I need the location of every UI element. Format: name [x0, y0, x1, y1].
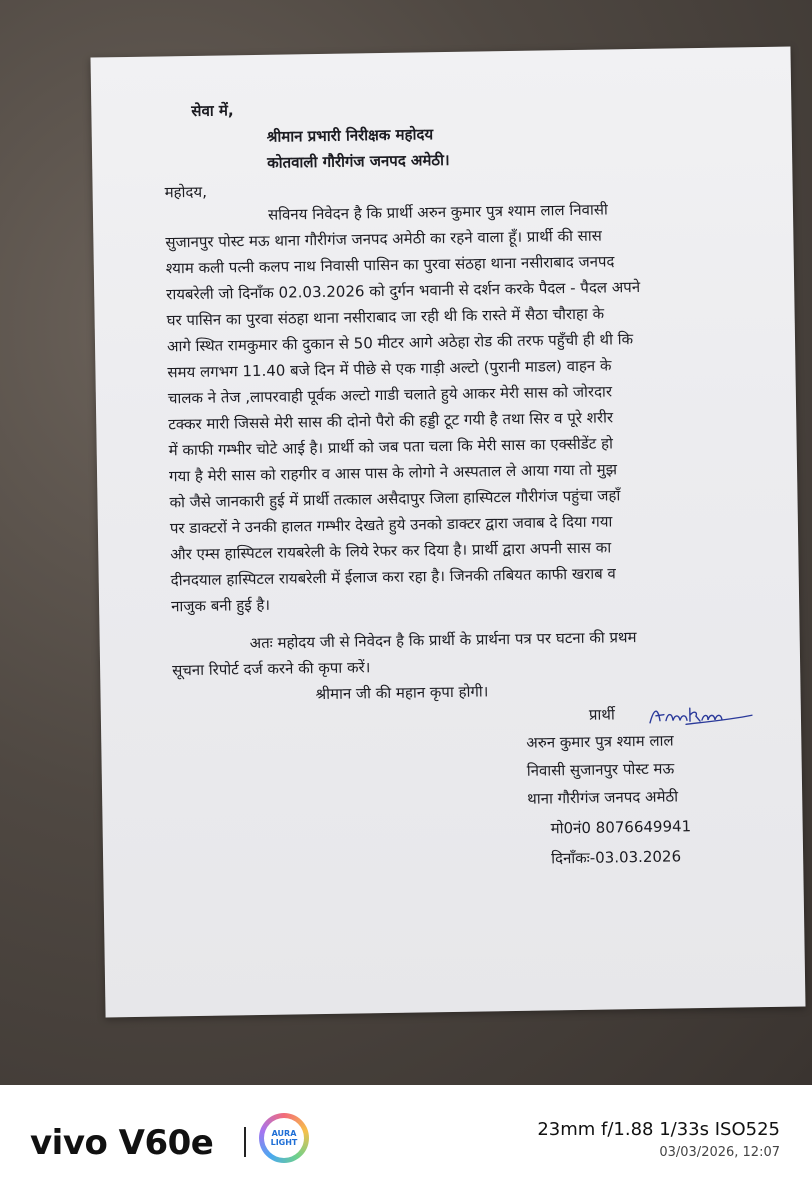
- applicant-label: प्रार्थी: [588, 705, 615, 724]
- signature-image: [646, 699, 756, 731]
- body-line: घर पासिन का पुरवा संठहा थाना नसीराबाद जा रही थी कि रास्ते में सैठा चौराहा के: [166, 304, 605, 330]
- sender-address-1: निवासी सुजानपुर पोस्ट मऊ: [526, 759, 675, 780]
- request-line-1: अतः महोदय जी से निवेदन है कि प्रार्थी के प्रार्थना पत्र पर घटना की प्रथम: [249, 628, 637, 653]
- body-line: पर डाक्टरों ने उनकी हालत गम्भीर देखते हुये उनको डाक्टर द्वारा जवाब दे दिया गया: [169, 512, 613, 538]
- aura-label-1: AURA: [271, 1129, 297, 1138]
- body-line: में काफी गम्भीर चोटे आई है। प्रार्थी को जब पता चला कि मेरी सास का एक्सीडेंट हो: [168, 434, 614, 460]
- watermark-divider: [244, 1127, 246, 1157]
- body-line: समय लगभग 11.40 बजे दिन में पीछे से एक गाड़ी अल्टो (पुरानी माडल) वाहन के: [167, 356, 612, 382]
- sender-name: अरुन कुमार पुत्र श्याम लाल: [526, 731, 674, 752]
- sender-mobile: मो0नं0 8076649941: [550, 817, 692, 838]
- closing-line: श्रीमान जी की महान कृपा होगी।: [315, 682, 489, 704]
- greeting: महोदय,: [164, 182, 208, 202]
- body-line: टक्कर मारी जिससे मेरी सास की दोनो पैरो की हड्डी टूट गयी है तथा सिर व पूरे शरीर: [168, 408, 614, 434]
- body-line: सविनय निवेदन है कि प्रार्थी अरुन कुमार पुत्र श्याम लाल निवासी: [267, 200, 608, 224]
- body-line: चालक ने तेज ,लापरवाही पूर्वक अल्टो गाडी चलाते हुये आकर मेरी सास को जोरदार: [167, 382, 613, 408]
- body-line: को जैसे जानकारी हुई में प्रार्थी तत्काल असैदापुर जिला हास्पिटल गौरीगंज पहुंचा जहाँ: [169, 486, 621, 512]
- request-line-2: सूचना रिपोर्ट दर्ज करने की कृपा करें।: [171, 658, 371, 680]
- body-line: सुजानपुर पोस्ट मऊ थाना गौरीगंज जनपद अमेठी का रहने वाला हूँ। प्रार्थी की सास: [165, 226, 602, 252]
- photo-timestamp: 03/03/2026, 12:07: [659, 1145, 780, 1160]
- body-line: और एम्स हास्पिटल रायबरेली के लिये रेफर कर दिया है। प्रार्थी द्वारा अपनी सास का: [170, 538, 612, 564]
- camera-specs: 23mm f/1.88 1/33s ISO525: [537, 1119, 780, 1140]
- body-line: दीनदयाल हास्पिटल रायबरेली में ईलाज करा रहा है। जिनकी तबियत काफी खराब व: [170, 564, 616, 590]
- recipient-line-2: कोतवाली गौरीगंज जनपद अमेठी।: [267, 150, 450, 172]
- body-line: गया है मेरी सास को राहगीर व आस पास के लोगो ने अस्पताल ले आया गया तो मुझ: [168, 460, 618, 486]
- aura-label-2: LIGHT: [270, 1138, 298, 1147]
- sender-address-2: थाना गौरीगंज जनपद अमेठी: [527, 787, 679, 808]
- body-line: श्याम कली पत्नी कलप नाथ निवासी पासिन का पुरवा संठहा थाना नसीराबाद जनपद: [165, 252, 615, 278]
- body-line: आगे स्थित रामकुमार की दुकान से 50 मीटर आगे अठेहा रोड की तरफ पहुँची ही थी कि: [166, 330, 634, 356]
- body-line: रायबरेली जो दिनाँक 02.03.2026 को दुर्गन भवानी से दर्शन करके पैदल - पैदल अपने: [166, 277, 641, 304]
- recipient-line-1: श्रीमान प्रभारी निरीक्षक महोदय: [266, 125, 434, 146]
- letter-document: [91, 47, 806, 1018]
- body-line: नाजुक बनी हुई है।: [170, 595, 271, 616]
- aura-light-icon: [259, 1113, 309, 1163]
- camera-brand: vivo V60e: [30, 1123, 214, 1163]
- sender-date: दिनाँकः-03.03.2026: [550, 847, 682, 868]
- salutation-to: सेवा में,: [191, 101, 234, 120]
